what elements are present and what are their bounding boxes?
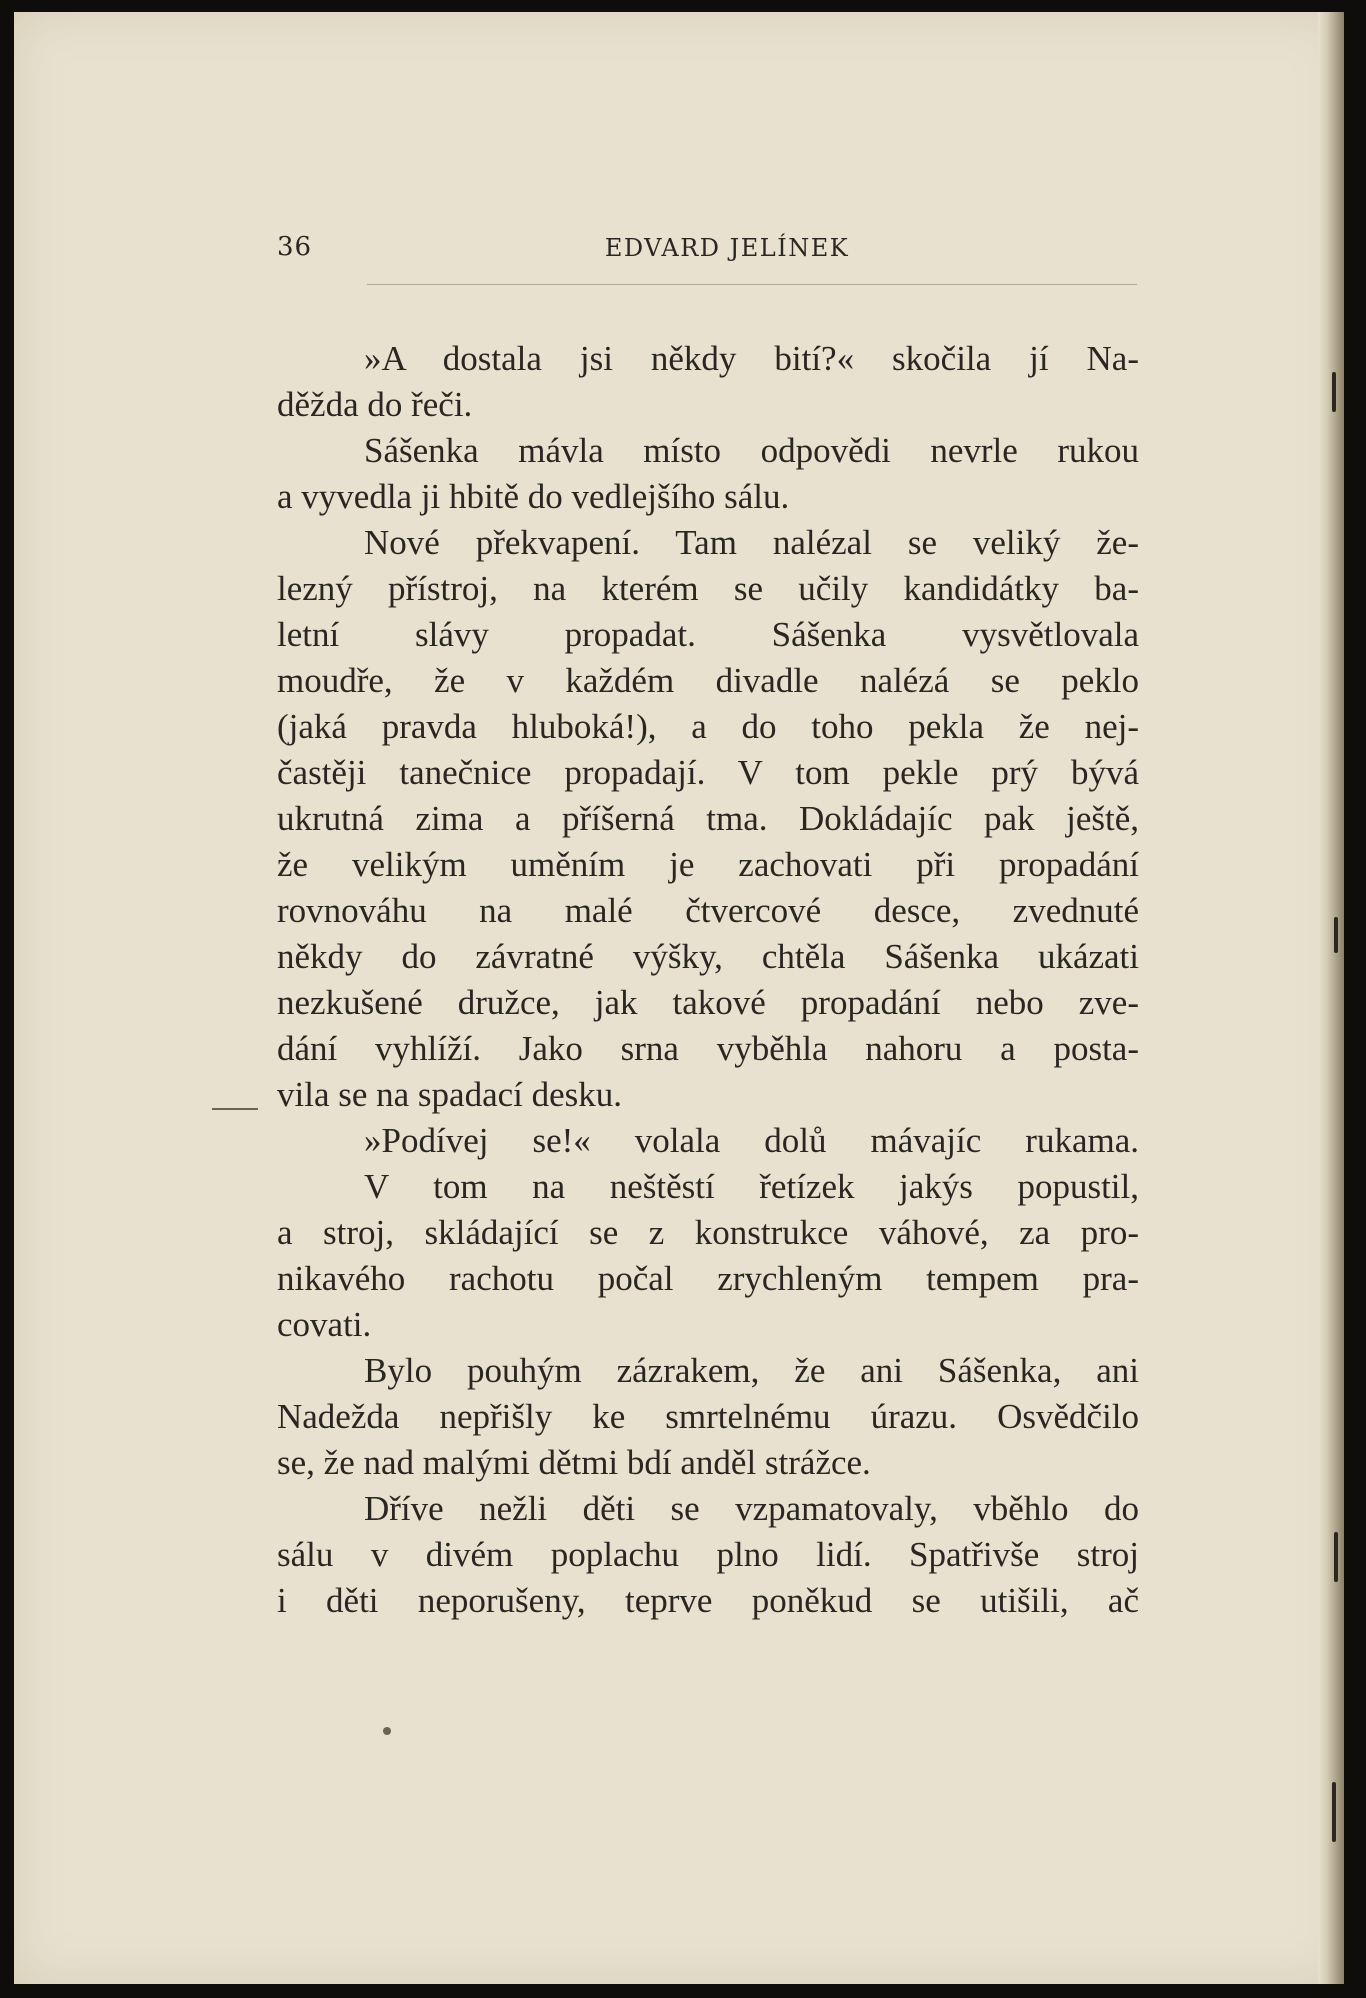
text-line: rovnováhu na malé čtvercové desce, zvednuté [277, 891, 1139, 930]
text-line: děžda do řeči. [277, 385, 473, 424]
text-line: že velikým uměním je zachovati při propadání [277, 845, 1139, 884]
text-line: nezkušené družce, jak takové propadání nebo zve- [277, 983, 1139, 1022]
text-line: častěji tanečnice propadají. V tom pekle prý bývá [277, 753, 1139, 792]
text-line: letní slávy propadat. Sášenka vysvětlovala [277, 615, 1139, 654]
text-line: »A dostala jsi někdy bití?« skočila jí Na- [364, 339, 1139, 378]
text-line: a vyvedla ji hbitě do vedlejšího sálu. [277, 477, 790, 516]
text-line: Dříve nežli děti se vzpamatovaly, vběhlo do [364, 1489, 1139, 1528]
text-line: někdy do závratné výšky, chtěla Sášenka ukázati [277, 937, 1139, 976]
text-line: sálu v divém poplachu plno lidí. Spatřivše stroj [277, 1535, 1139, 1574]
page-header [277, 232, 1137, 276]
text-line: vila se na spadací desku. [277, 1075, 623, 1114]
text-line: ukrutná zima a příšerná tma. Dokládajíc pak ještě, [277, 799, 1139, 838]
text-line: lezný přístroj, na kterém se učily kandidátky ba- [277, 569, 1139, 608]
text-line: Nadežda nepřišly ke smrtelnému úrazu. Osvědčilo [277, 1397, 1139, 1436]
edge-mark [1332, 1782, 1336, 1842]
page-gutter [1318, 12, 1344, 1984]
text-line: (jaká pravda hluboká!), a do toho pekla že nej- [277, 707, 1139, 746]
text-line: i děti neporušeny, teprve poněkud se utišili, ač [277, 1581, 1139, 1620]
text-line: Bylo pouhým zázrakem, že ani Sášenka, ani [364, 1351, 1139, 1390]
page-number: 36 [277, 232, 313, 262]
body-text [277, 336, 1139, 1624]
text-line: a stroj, skládající se z konstrukce váhové, za pro- [277, 1213, 1139, 1252]
edge-mark [1332, 372, 1336, 412]
text-line: se, že nad malými dětmi bdí anděl strážce. [277, 1443, 871, 1482]
edge-mark [1334, 1532, 1338, 1582]
text-line: Sášenka mávla místo odpovědi nevrle rukou [364, 431, 1139, 470]
text-line: V tom na neštěstí řetízek jakýs popustil, [364, 1167, 1139, 1206]
edge-mark [1334, 917, 1338, 953]
margin-dash-mark [212, 1108, 258, 1110]
text-line: covati. [277, 1305, 372, 1344]
text-line: Nové překvapení. Tam nalézal se veliký že- [364, 523, 1139, 562]
header-rule [367, 284, 1137, 285]
text-line: dání vyhlíží. Jako srna vyběhla nahoru a posta- [277, 1029, 1139, 1068]
text-line: moudře, že v každém divadle nalézá se peklo [277, 661, 1139, 700]
text-line: »Podívej se!« volala dolů mávajíc rukama. [364, 1121, 1139, 1160]
ink-dot-mark [383, 1727, 391, 1735]
running-title: EDVARD JELÍNEK [604, 234, 850, 262]
text-line: nikavého rachotu počal zrychleným tempem pra- [277, 1259, 1139, 1298]
